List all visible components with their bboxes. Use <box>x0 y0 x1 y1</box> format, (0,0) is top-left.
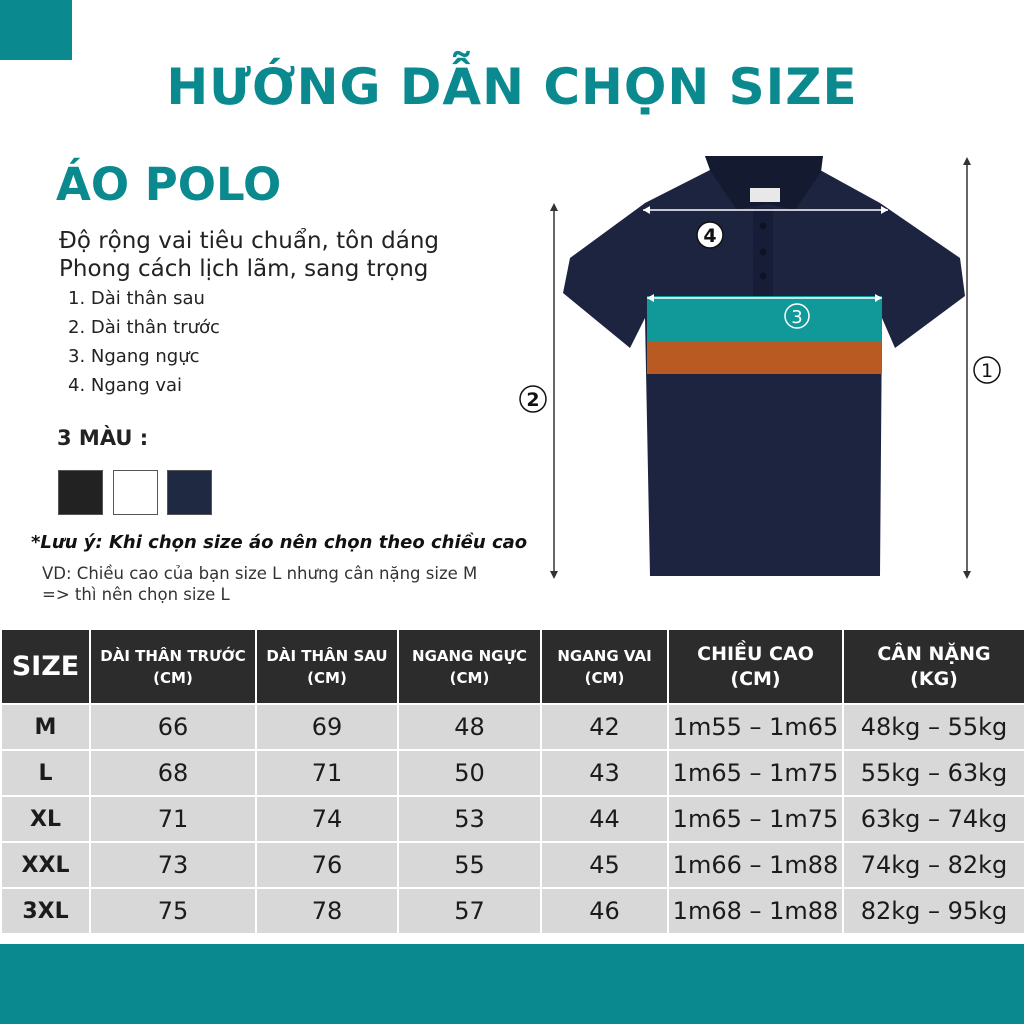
table-row <box>1 888 1024 934</box>
arrow-down <box>550 571 558 579</box>
shoulder-width-cell: 46 <box>541 888 668 934</box>
arrow-down <box>963 571 971 579</box>
color-swatch-black[interactable] <box>58 470 103 515</box>
corner-accent-block <box>0 0 72 60</box>
note-line: => thì nên chọn size L <box>42 585 230 604</box>
size-cell: XXL <box>1 842 90 888</box>
table-row <box>1 796 1024 842</box>
measurement-item: 3. Ngang ngực <box>68 346 200 367</box>
front-length-cell: 71 <box>90 796 256 842</box>
weight-cell: 55kg – 63kg <box>843 750 1024 796</box>
weight-cell: 48kg – 55kg <box>843 704 1024 750</box>
shirt-button <box>760 273 767 280</box>
table-row <box>1 704 1024 750</box>
size-cell: L <box>1 750 90 796</box>
product-name: ÁO POLO <box>56 158 282 211</box>
back-length-cell: 74 <box>256 796 398 842</box>
chest-width-cell: 55 <box>398 842 541 888</box>
weight-cell: 63kg – 74kg <box>843 796 1024 842</box>
marker-2-label: 2 <box>526 389 540 411</box>
height-cell: 1m65 – 1m75 <box>668 750 843 796</box>
height-cell: 1m68 – 1m88 <box>668 888 843 934</box>
arrow-up <box>550 203 558 211</box>
orange-stripe <box>647 342 882 374</box>
size-cell: 3XL <box>1 888 90 934</box>
measurement-item: 4. Ngang vai <box>68 375 183 396</box>
shoulder-width-cell: 42 <box>541 704 668 750</box>
header-shoulder-width: NGANG VAI (CM) <box>541 629 668 704</box>
brand-label <box>750 188 780 202</box>
shoulder-width-cell: 43 <box>541 750 668 796</box>
shoulder-width-cell: 45 <box>541 842 668 888</box>
size-chart-table <box>0 628 1024 935</box>
measurement-item: 1. Dài thân sau <box>68 288 205 309</box>
marker-1-label: 1 <box>980 360 994 382</box>
chest-width-cell: 53 <box>398 796 541 842</box>
marker-4-label: 4 <box>703 225 717 247</box>
product-tagline-1: Độ rộng vai tiêu chuẩn, tôn dáng <box>59 228 440 254</box>
table-row <box>1 750 1024 796</box>
header-front-length: DÀI THÂN TRƯỚC (CM) <box>90 629 256 704</box>
chest-width-cell: 50 <box>398 750 541 796</box>
color-swatch-white[interactable] <box>113 470 158 515</box>
front-length-cell: 75 <box>90 888 256 934</box>
weight-cell: 74kg – 82kg <box>843 842 1024 888</box>
header-chest-width: NGANG NGỰC (CM) <box>398 629 541 704</box>
colors-label: 3 MÀU : <box>57 426 149 450</box>
color-swatch-navy[interactable] <box>167 470 212 515</box>
footer-band <box>0 944 1024 1024</box>
header-size: SIZE <box>1 629 90 704</box>
back-length-cell: 76 <box>256 842 398 888</box>
front-length-cell: 73 <box>90 842 256 888</box>
back-length-cell: 69 <box>256 704 398 750</box>
measurement-item: 2. Dài thân trước <box>68 317 220 338</box>
front-length-cell: 68 <box>90 750 256 796</box>
product-tagline-2: Phong cách lịch lãm, sang trọng <box>59 256 429 282</box>
header-weight: CÂN NẶNG (KG) <box>843 629 1024 704</box>
back-length-cell: 71 <box>256 750 398 796</box>
shirt-button <box>760 223 767 230</box>
polo-shirt-diagram <box>505 148 1005 588</box>
note-line: VD: Chiều cao của bạn size L nhưng cân nặng size M <box>42 564 478 583</box>
height-cell: 1m65 – 1m75 <box>668 796 843 842</box>
measurement-list <box>68 286 220 402</box>
shirt-button <box>760 249 767 256</box>
back-length-cell: 78 <box>256 888 398 934</box>
header-height: CHIỀU CAO (CM) <box>668 629 843 704</box>
size-cell: M <box>1 704 90 750</box>
chest-width-cell: 48 <box>398 704 541 750</box>
note-title: *Lưu ý: Khi chọn size áo nên chọn theo chiều cao <box>31 532 528 553</box>
page-title: HƯỚNG DẪN CHỌN SIZE <box>166 58 858 116</box>
height-cell: 1m55 – 1m65 <box>668 704 843 750</box>
marker-3-label: 3 <box>791 307 803 328</box>
height-cell: 1m66 – 1m88 <box>668 842 843 888</box>
table-row <box>1 842 1024 888</box>
table-header-row <box>1 629 1024 704</box>
arrow-up <box>963 157 971 165</box>
front-length-cell: 66 <box>90 704 256 750</box>
weight-cell: 82kg – 95kg <box>843 888 1024 934</box>
header-back-length: DÀI THÂN SAU (CM) <box>256 629 398 704</box>
size-cell: XL <box>1 796 90 842</box>
chest-width-cell: 57 <box>398 888 541 934</box>
teal-stripe <box>647 296 882 342</box>
shoulder-width-cell: 44 <box>541 796 668 842</box>
